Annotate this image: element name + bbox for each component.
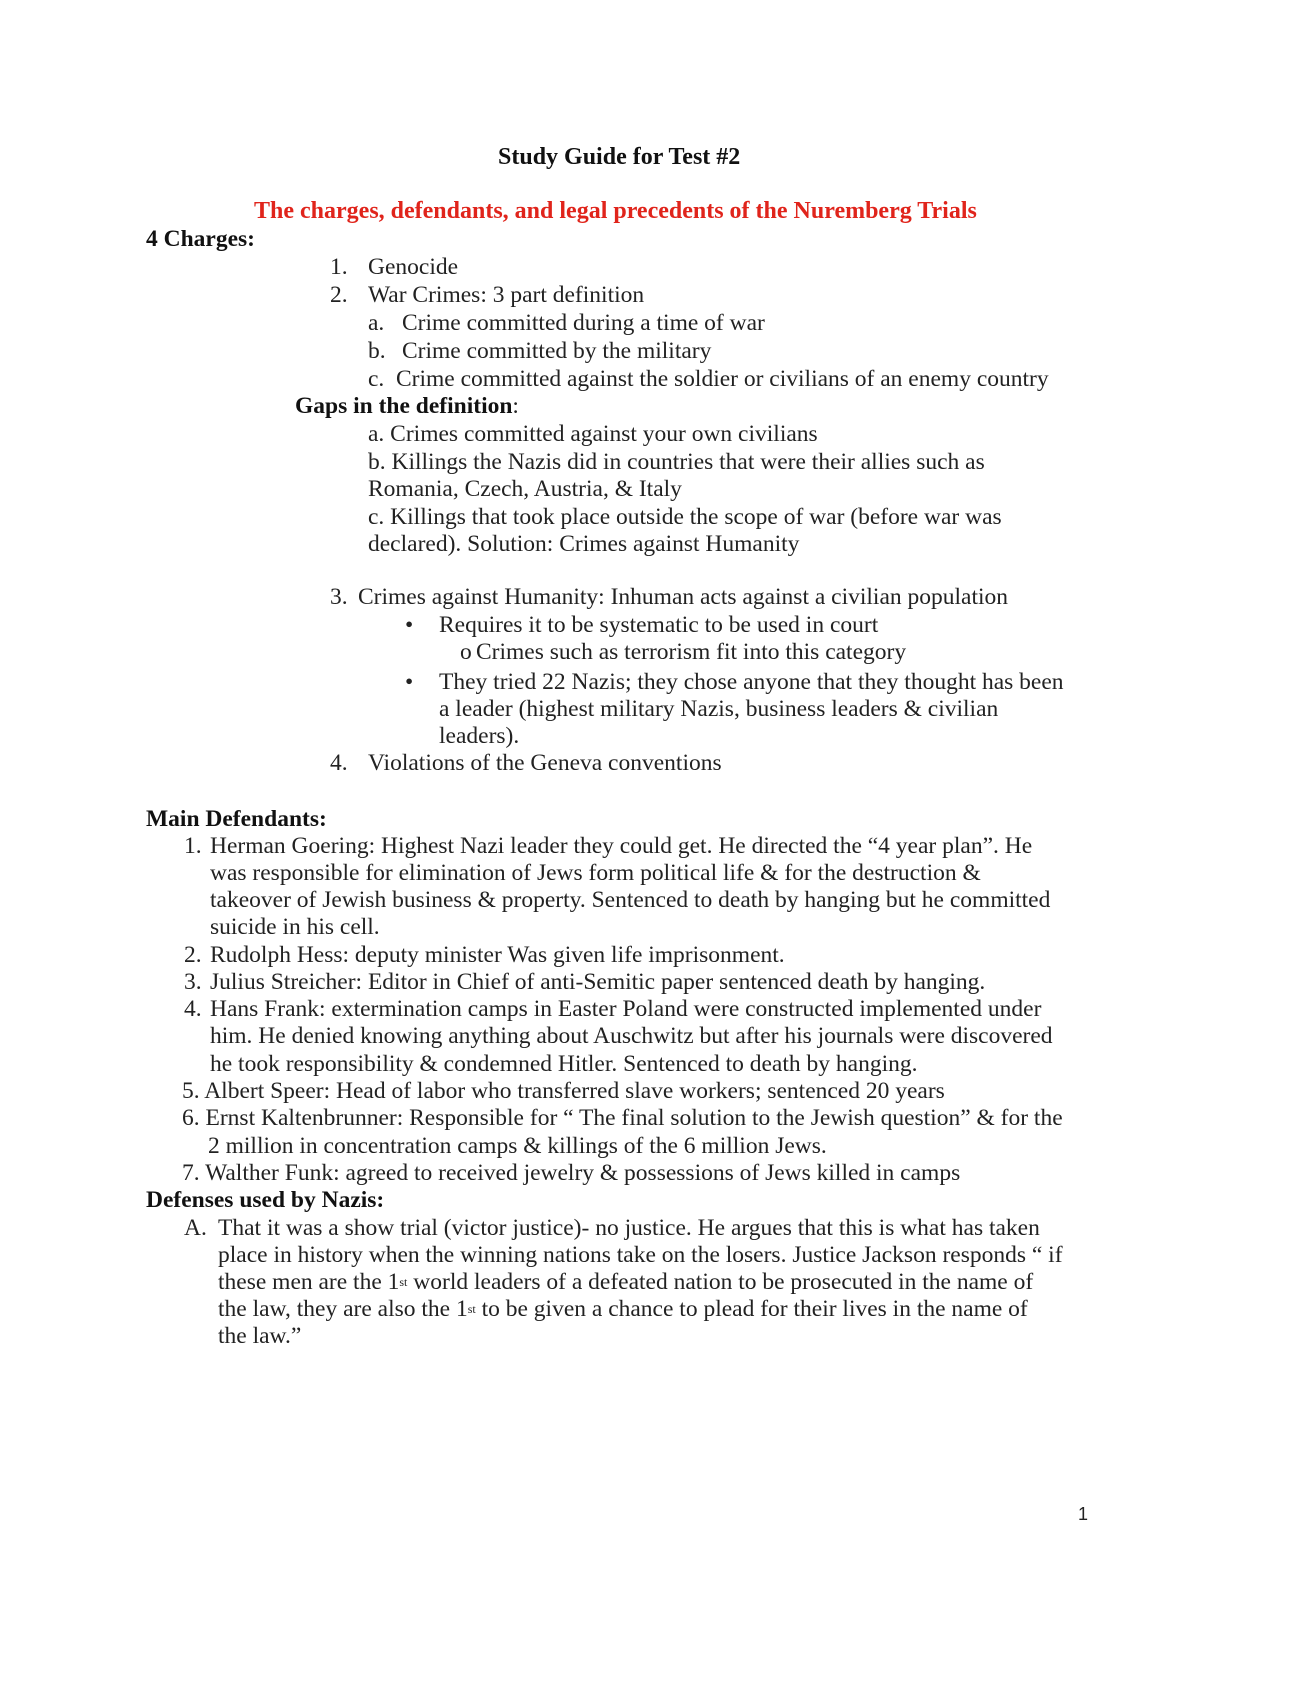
defense-a-line [218,1295,1028,1323]
sub-bullet-marker: o [460,639,472,665]
superscript: st [399,1275,408,1289]
bullet-1-text: Requires it to be systematic to be used in court [439,612,879,638]
defendant-2-number: 2. [184,942,202,968]
war-crimes-def-a-marker: a. [368,310,385,336]
gaps-line: c. Killings that took place outside the scope of war (before war was [368,504,1002,530]
defense-a-line [218,1268,1033,1296]
defendant-5-text: 5. Albert Speer: Head of labor who transferred slave workers; sentenced 20 years [182,1078,945,1104]
war-crimes-def-a-text: Crime committed during a time of war [402,310,765,336]
defendant-4-line: him. He denied knowing anything about Auschwitz but after his journals were discovered [210,1023,1053,1049]
defendant-7-text: 7. Walther Funk: agreed to received jewelry & possessions of Jews killed in camps [182,1160,961,1186]
gaps-heading-colon: : [512,393,519,419]
defense-a-line: place in history when the winning nations take on the losers. Justice Jackson responds “ if [218,1242,1063,1268]
defendant-2-text: Rudolph Hess: deputy minister Was given life imprisonment. [210,942,785,968]
gaps-line: Romania, Czech, Austria, & Italy [368,476,682,502]
page-title: Study Guide for Test #2 [498,144,741,170]
charge-2-text: War Crimes: 3 part definition [368,282,645,308]
defendant-6-line: 6. Ernst Kaltenbrunner: Responsible for “ The final solution to the Jewish question” & for the [182,1105,1063,1131]
bullet-icon: • [405,612,414,638]
gaps-line: declared). Solution: Crimes against Humanity [368,531,800,557]
gaps-line: b. Killings the Nazis did in countries that were their allies such as [368,449,985,475]
war-crimes-def-b-marker: b. [368,338,386,364]
charge-3-text: Crimes against Humanity: Inhuman acts against a civilian population [358,584,1009,610]
defendant-1-line: suicide in his cell. [210,914,380,940]
defense-a-marker: A. [184,1215,207,1241]
section-heading: The charges, defendants, and legal precedents of the Nuremberg Trials [254,198,977,224]
defense-a-text: the law, they are also the 1 [218,1296,468,1322]
charge-1-number: 1. [330,254,348,280]
charge-3-number: 3. [330,584,348,610]
defendant-1-line: was responsible for elimination of Jews form political life & for the destruction & [210,860,981,886]
defense-a-line: the law.” [218,1323,302,1349]
defenses-heading: Defenses used by Nazis: [146,1187,385,1213]
defendant-4-line: Hans Frank: extermination camps in Easter Poland were constructed implemented under [210,996,1042,1022]
gaps-line: a. Crimes committed against your own civilians [368,421,818,447]
defendant-1-line: Herman Goering: Highest Nazi leader they could get. He directed the “4 year plan”. He [210,833,1033,859]
defendant-1-line: takeover of Jewish business & property. Sentenced to death by hanging but he committed [210,887,1051,913]
page-number: 1 [1078,1504,1089,1524]
charge-2-number: 2. [330,282,348,308]
charges-heading: 4 Charges: [146,226,255,252]
charge-4-number: 4. [330,750,348,776]
defendant-3-text: Julius Streicher: Editor in Chief of anti-Semitic paper sentenced death by hanging. [210,969,986,995]
defendant-3-number: 3. [184,969,202,995]
war-crimes-def-c-text: Crime committed against the soldier or civilians of an enemy country [396,366,1049,392]
gaps-heading [295,392,519,420]
bullet-icon: • [405,669,414,695]
bullet-2-line: They tried 22 Nazis; they chose anyone that they thought has been [439,669,1064,695]
defense-a-text: these men are the 1 [218,1269,400,1295]
war-crimes-def-c-marker: c. [368,366,385,392]
defendant-4-number: 4. [184,996,202,1022]
defendant-1-number: 1. [184,833,202,859]
sub-bullet-text: Crimes such as terrorism fit into this category [476,639,907,665]
war-crimes-def-b-text: Crime committed by the military [402,338,712,364]
gaps-heading-label: Gaps in the definition [295,393,513,419]
defense-a-text: to be given a chance to plead for their lives in the name of [475,1296,1028,1322]
defendant-4-line: he took responsibility & condemned Hitler. Sentenced to death by hanging. [210,1051,918,1077]
defendant-6-line: 2 million in concentration camps & killings of the 6 million Jews. [208,1133,827,1159]
superscript: st [467,1302,476,1316]
bullet-2-line: a leader (highest military Nazis, business leaders & civilian [439,696,999,722]
charge-4-text: Violations of the Geneva conventions [368,750,722,776]
defendants-heading: Main Defendants: [146,806,327,832]
defense-a-text: world leaders of a defeated nation to be prosecuted in the name of [407,1269,1034,1295]
defense-a-line: That it was a show trial (victor justice)- no justice. He argues that this is what has taken [218,1215,1040,1241]
charge-1-text: Genocide [368,254,459,280]
bullet-2-line: leaders). [439,723,520,749]
